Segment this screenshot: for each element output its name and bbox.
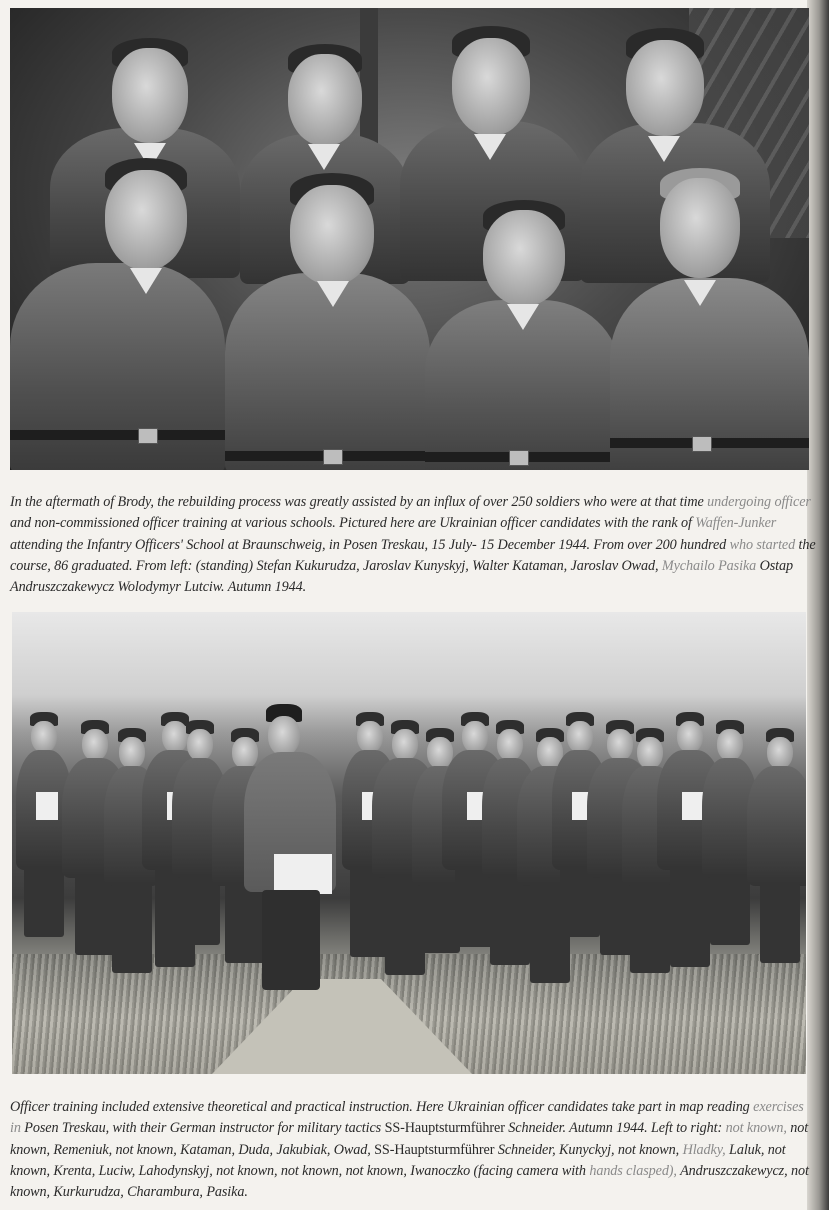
caption-text: the course, 86 graduated. From left: (standing) Stefan Kukurudza, Jaroslav Kunyskyj, Walter Kataman, Jaroslav Owad, xyxy=(10,536,816,574)
caption-text: and non-commissioned officer training at various schools. Pictured here are Ukrainian officer candidates with the rank of xyxy=(10,515,696,532)
caption-text: Posen Treskau, with their German instructor for military tactics xyxy=(20,1120,385,1137)
caption-officer-candidates xyxy=(10,492,816,598)
caption-text-faded: exercises in xyxy=(10,1099,804,1137)
caption-rank: SS-Hauptsturmführer xyxy=(384,1120,505,1137)
caption-text-faded: not known, xyxy=(725,1120,787,1137)
caption-text: Ostap Andruszczakewycz Wolodymyr Lutciw. Autumn 1944. xyxy=(10,557,793,596)
caption-text-faded: Mychailo Pasika xyxy=(661,557,757,574)
caption-text: Schneider, Kunyckyj, not known, xyxy=(494,1141,683,1158)
caption-text: Officer training included extensive theoretical and practical instruction. Here Ukrainian officer candidates take part in map reading xyxy=(10,1099,754,1115)
caption-text: Andruszczakewycz, not known, Kurkurudza, Charambura, Pasika. xyxy=(10,1162,809,1201)
caption-text: Laluk, not known, Krenta, Luciw, Lahodynskyj, not known, not known, not known, Iwanoczko (facing camera with xyxy=(10,1141,786,1179)
caption-text-faded: Hladky, xyxy=(682,1141,726,1158)
caption-text-faded: hands clasped), xyxy=(589,1162,677,1179)
caption-text-faded: who started xyxy=(729,536,796,553)
map-reading-exercise-photo xyxy=(12,612,806,1074)
caption-text: In the aftermath of Brody, the rebuilding process was greatly assisted by an influx of over 250 soldiers who were at that time xyxy=(10,494,708,510)
caption-rank: SS-Hauptsturmführer xyxy=(374,1141,495,1158)
caption-text: not known, Remeniuk, not known, Kataman, Duda, Jakubiak, Owad, xyxy=(10,1120,809,1158)
caption-text-faded: Waffen-Junker xyxy=(695,515,777,532)
caption-text: attending the Infantry Officers' School at Braunschweig, in Posen Treskau, 15 July- 15 December 1944. From over 200 hundred xyxy=(10,536,730,553)
caption-text: Schneider. Autumn 1944. Left to right: xyxy=(504,1120,726,1137)
page-edge xyxy=(807,0,829,1210)
caption-text-faded: undergoing officer xyxy=(707,494,811,510)
officer-candidates-portrait-photo xyxy=(10,8,809,470)
caption-map-reading xyxy=(10,1097,816,1203)
